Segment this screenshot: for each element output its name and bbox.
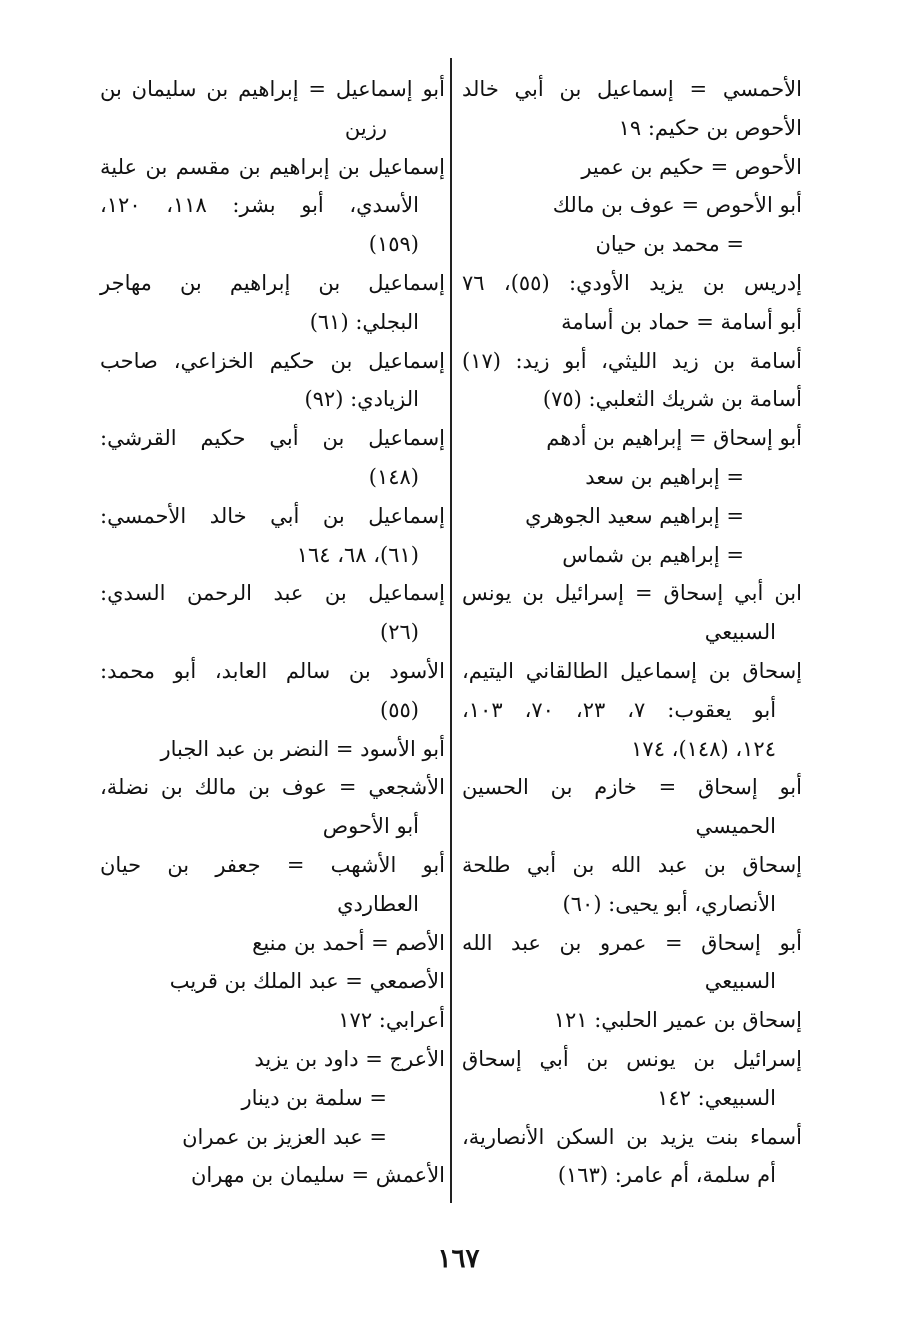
index-line: الأصم = أحمد بن منيع (252, 930, 445, 955)
index-line: أبو الأحوص (322, 814, 419, 839)
index-line: أبو إسحاق = خازم بن الحسين (462, 775, 802, 800)
index-line: أسماء بنت يزيد بن السكن الأنصارية، (462, 1124, 802, 1149)
index-line: = إبراهيم بن سعد (585, 464, 744, 489)
index-line: أعرابي: ١٧٢ (338, 1008, 445, 1033)
index-line: أسامة بن زيد الليثي، أبو زيد: (١٧) (462, 348, 802, 373)
index-line: الأعمش = سليمان بن مهران (191, 1163, 445, 1188)
index-line: = محمد بن حيان (595, 232, 744, 257)
index-line: الأعرج = داود بن يزيد (254, 1046, 445, 1071)
index-line: الأصمعي = عبد الملك بن قريب (169, 969, 445, 994)
index-line: أم سلمة، أم عامر: (١٦٣) (557, 1163, 776, 1188)
index-line: أبو الأسود = النضر بن عبد الجبار (160, 736, 445, 761)
index-line: إسماعيل بن عبد الرحمن السدي: (100, 581, 445, 606)
index-line: = إبراهيم بن شماس (562, 542, 744, 567)
index-line: الأسدي، أبو بشر: ١١٨، ١٢٠، (100, 193, 419, 218)
index-line: أبو إسماعيل = إبراهيم بن سليمان بن (100, 77, 445, 101)
index-line: (٥٥) (380, 697, 419, 722)
index-line: الأنصاري، أبو يحيى: (٦٠) (562, 891, 776, 916)
index-line: أبو إسحاق = إبراهيم بن أدهم (546, 426, 802, 451)
index-line: أبو يعقوب: ٧، ٢٣، ٧٠، ١٠٣، (462, 697, 777, 722)
index-line: الأحوص بن حكيم: ١٩ (618, 115, 802, 140)
index-line: أبو الأحوص = عوف بن مالك (552, 193, 802, 218)
index-line: (١٤٨) (368, 464, 419, 489)
index-line: الأحمسي = إسماعيل بن أبي خالد (462, 77, 802, 101)
index-line: الأشجعي = عوف بن مالك بن نضلة، (100, 775, 445, 800)
index-line: إسحاق بن عبد الله بن أبي طلحة (462, 852, 802, 877)
index-line: (٦١)، ٦٨، ١٦٤ (296, 542, 419, 567)
index-line: (٢٦) (380, 620, 419, 645)
index-line: إسماعيل بن إبراهيم بن مقسم بن علية (100, 154, 445, 179)
index-line: الزيادي: (٩٢) (304, 387, 419, 412)
index-column-right (462, 70, 802, 1195)
index-line: الحميسي (695, 814, 776, 839)
index-line: إسماعيل بن أبي حكيم القرشي: (100, 426, 445, 451)
index-line: أبو إسحاق = عمرو بن عبد الله (462, 930, 802, 955)
index-line: أبو أسامة = حماد بن أسامة (561, 309, 802, 334)
index-line: أسامة بن شريك الثعلبي: (٧٥) (542, 387, 802, 412)
index-line: إسحاق بن إسماعيل الطالقاني اليتيم، (462, 658, 802, 683)
index-line: الأحوص = حكيم بن عمير (581, 154, 802, 179)
index-line: إسماعيل بن حكيم الخزاعي، صاحب (100, 348, 445, 373)
index-column-left (100, 70, 445, 1195)
index-line: = عبد العزيز بن عمران (182, 1124, 387, 1149)
index-line: إسحاق بن عمير الحلبي: ١٢١ (553, 1008, 802, 1033)
index-line: إسماعيل بن أبي خالد الأحمسي: (100, 503, 445, 528)
index-line: إسرائيل بن يونس بن أبي إسحاق (462, 1046, 802, 1071)
index-line: السبيعي: ١٤٢ (657, 1085, 776, 1110)
index-line: (١٥٩) (368, 232, 419, 257)
index-line: = إبراهيم سعيد الجوهري (525, 503, 744, 528)
index-line: السبيعي (704, 969, 776, 994)
index-line: إدريس بن يزيد الأودي: (٥٥)، ٧٦ (462, 270, 802, 295)
index-line: إسماعيل بن إبراهيم بن مهاجر (100, 270, 445, 295)
index-line: أبو الأشهب = جعفر بن حيان (100, 852, 445, 877)
page-number: ١٦٧ (437, 1244, 480, 1274)
index-line: السبيعي (704, 620, 776, 645)
index-line: ابن أبي إسحاق = إسرائيل بن يونس (462, 581, 802, 606)
index-line: الأسود بن سالم العابد، أبو محمد: (100, 658, 445, 683)
index-line: العطاردي (337, 891, 419, 916)
index-line: رزين (344, 115, 387, 140)
index-line: البجلي: (٦١) (309, 309, 419, 334)
index-line: ١٢٤، (١٤٨)، ١٧٤ (631, 736, 776, 761)
index-line: = سلمة بن دينار (241, 1085, 387, 1110)
column-divider (450, 58, 452, 1203)
